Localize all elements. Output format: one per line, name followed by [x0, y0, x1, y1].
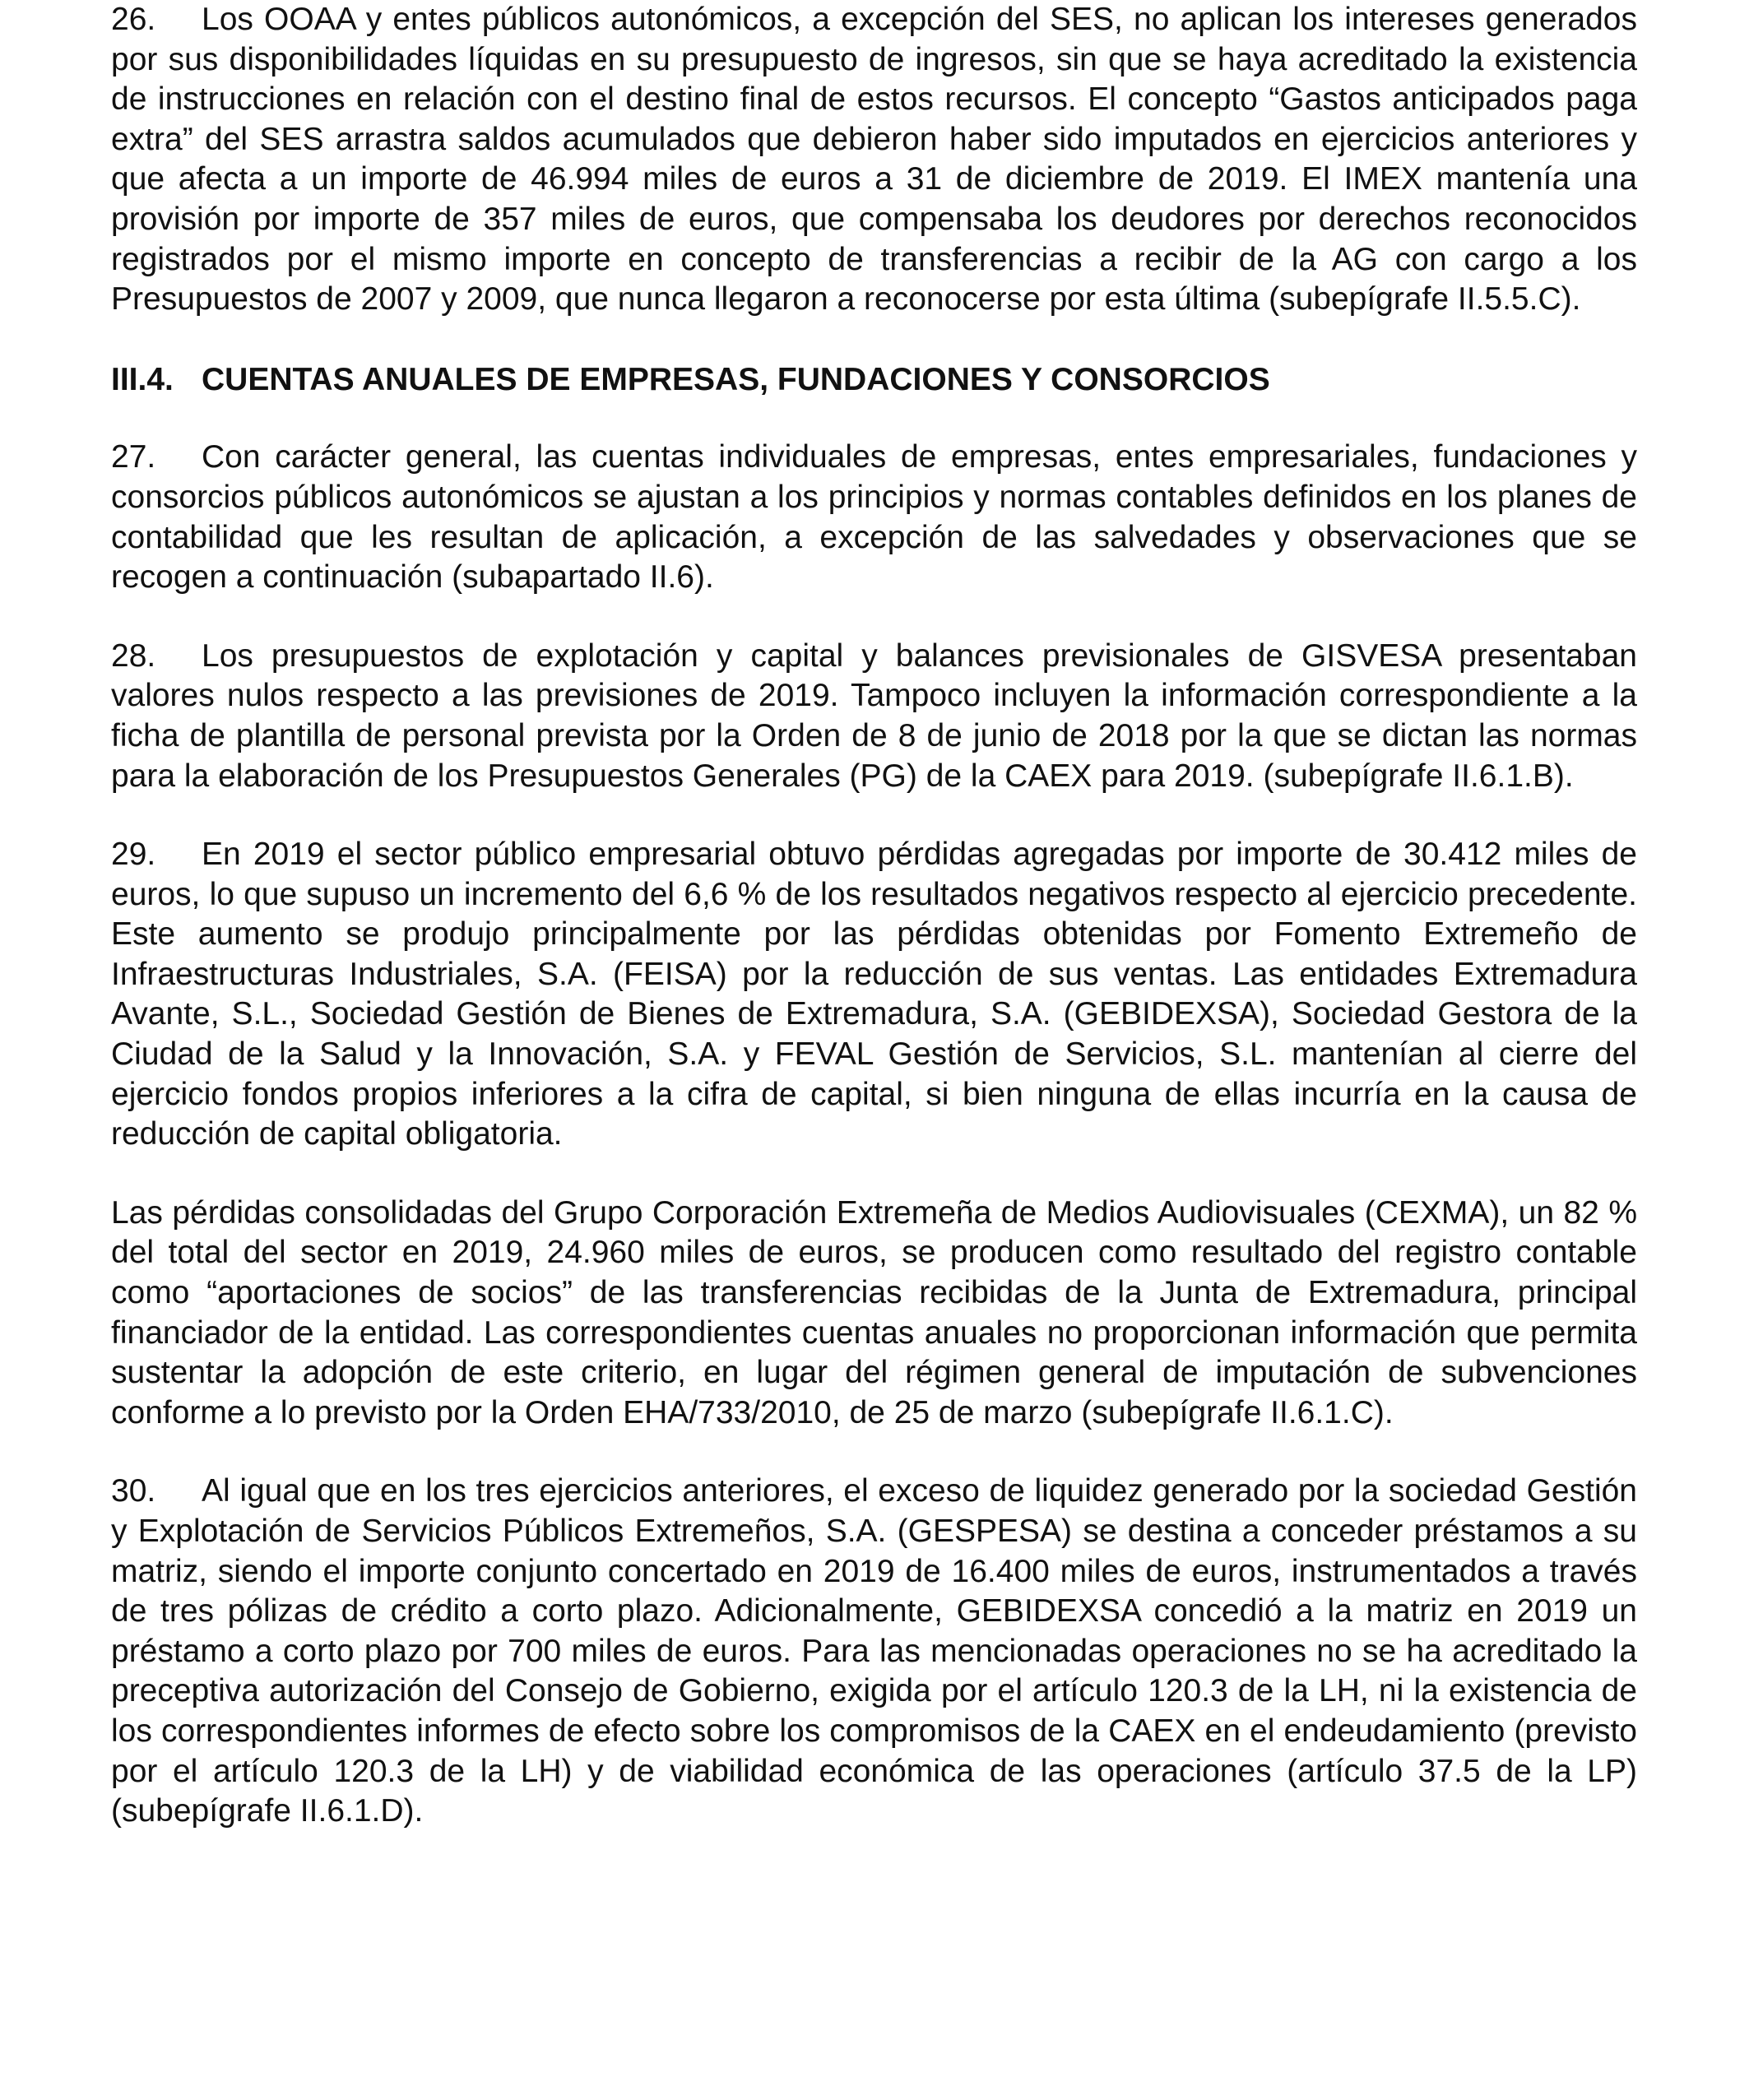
paragraph-number: 30.: [111, 1473, 156, 1509]
paragraph-number: 28.: [111, 637, 156, 674]
paragraph-29: [111, 835, 1637, 1155]
paragraph-number: 27.: [111, 439, 156, 475]
spacer: [111, 1155, 1637, 1194]
section-heading: [111, 360, 1637, 401]
paragraph-26: [111, 0, 1637, 320]
spacer: [111, 320, 1637, 360]
paragraph-number: 29.: [111, 837, 156, 873]
section-title: CUENTAS ANUALES DE EMPRESAS, FUNDACIONES Y CONSORCIOS: [202, 361, 1270, 397]
paragraph-30: [111, 1472, 1637, 1831]
paragraph-text: Las pérdidas consolidadas del Grupo Corporación Extremeña de Medios Audiovisuales (CEXMA), un 82 % del total del sector en 2019, 24.960 miles de euros, se producen como resultado del registro contable como “aportaciones de socios” de las transferencias recibidas de la Junta de Extremadura, principal financiador de la entidad. Las correspondientes cuentas anuales no proporcionan información que permita sustentar la adopción de este criterio, en lugar del régimen general de imputación de subvenciones conforme a lo previsto por la Orden EHA/733/2010, de 25 de marzo (subepígrafe II.6.1.C).: [111, 1194, 1637, 1430]
paragraph-text: Los presupuestos de explotación y capital y balances previsionales de GISVESA presentaban valores nulos respecto a las previsiones de 2019. Tampoco incluyen la información correspondiente a la ficha de plantilla de personal prevista por la Orden de 8 de junio de 2018 por la que se dictan las normas para la elaboración de los Presupuestos Generales (PG) de la CAEX para 2019. (subepígrafe II.6.1.B).: [111, 637, 1637, 794]
spacer: [111, 1433, 1637, 1472]
paragraph-29-continued: [111, 1194, 1637, 1434]
section-number: III.4.: [111, 361, 174, 397]
document-page: [111, 0, 1637, 1832]
spacer: [111, 796, 1637, 835]
paragraph-27: [111, 438, 1637, 597]
spacer: [111, 598, 1637, 637]
paragraph-text: Al igual que en los tres ejercicios anteriores, el exceso de liquidez generado por la sociedad Gestión y Explotación de Servicios Públicos Extremeños, S.A. (GESPESA) se destina a conceder préstamos a su matriz, siendo el importe conjunto concertado en 2019 de 16.400 miles de euros, instrumentados a través de tres pólizas de crédito a corto plazo. Adicionalmente, GEBIDEXSA concedió a la matriz en 2019 un préstamo a corto plazo por 700 miles de euros. Para las mencionadas operaciones no se ha acreditado la preceptiva autorización del Consejo de Gobierno, exigida por el artículo 120.3 de la LH, ni la existencia de los correspondientes informes de efecto sobre los compromisos de la CAEX en el endeudamiento (previsto por el artículo 120.3 de la LH) y de viabilidad económica de las operaciones (artículo 37.5 de la LP) (subepígrafe II.6.1.D).: [111, 1473, 1637, 1829]
paragraph-text: Los OOAA y entes públicos autonómicos, a excepción del SES, no aplican los intereses generados por sus disponibilidades líquidas en su presupuesto de ingresos, sin que se haya acreditado la existencia de instrucciones en relación con el destino final de estos recursos. El concepto “Gastos anticipados paga extra” del SES arrastra saldos acumulados que debieron haber sido imputados en ejercicios anteriores y que afecta a un importe de 46.994 miles de euros a 31 de diciembre de 2019. El IMEX mantenía una provisión por importe de 357 miles de euros, que compensaba los deudores por derechos reconocidos registrados por el mismo importe en concepto de transferencias a recibir de la AG con cargo a los Presupuestos de 2007 y 2009, que nunca llegaron a reconocerse por esta última (subepígrafe II.5.5.C).: [111, 2, 1637, 318]
spacer: [111, 400, 1637, 438]
paragraph-text: Con carácter general, las cuentas individuales de empresas, entes empresariales, fundaciones y consorcios públicos autonómicos se ajustan a los principios y normas contables definidos en los planes de contabilidad que les resultan de aplicación, a excepción de las salvedades y observaciones que se recogen a continuación (subapartado II.6).: [111, 439, 1637, 596]
paragraph-number: 26.: [111, 2, 156, 37]
paragraph-text: En 2019 el sector público empresarial obtuvo pérdidas agregadas por importe de 30.412 miles de euros, lo que supuso un incremento del 6,6 % de los resultados negativos respecto al ejercicio precedente. Este aumento se produjo principalmente por las pérdidas obtenidas por Fomento Extremeño de Infraestructuras Industriales, S.A. (FEISA) por la reducción de sus ventas. Las entidades Extremadura Avante, S.L., Sociedad Gestión de Bienes de Extremadura, S.A. (GEBIDEXSA), Sociedad Gestora de la Ciudad de la Salud y la Innovación, S.A. y FEVAL Gestión de Servicios, S.L. mantenían al cierre del ejercicio fondos propios inferiores a la cifra de capital, si bien ninguna de ellas incurría en la causa de reducción de capital obligatoria.: [111, 837, 1637, 1152]
paragraph-28: [111, 637, 1637, 796]
